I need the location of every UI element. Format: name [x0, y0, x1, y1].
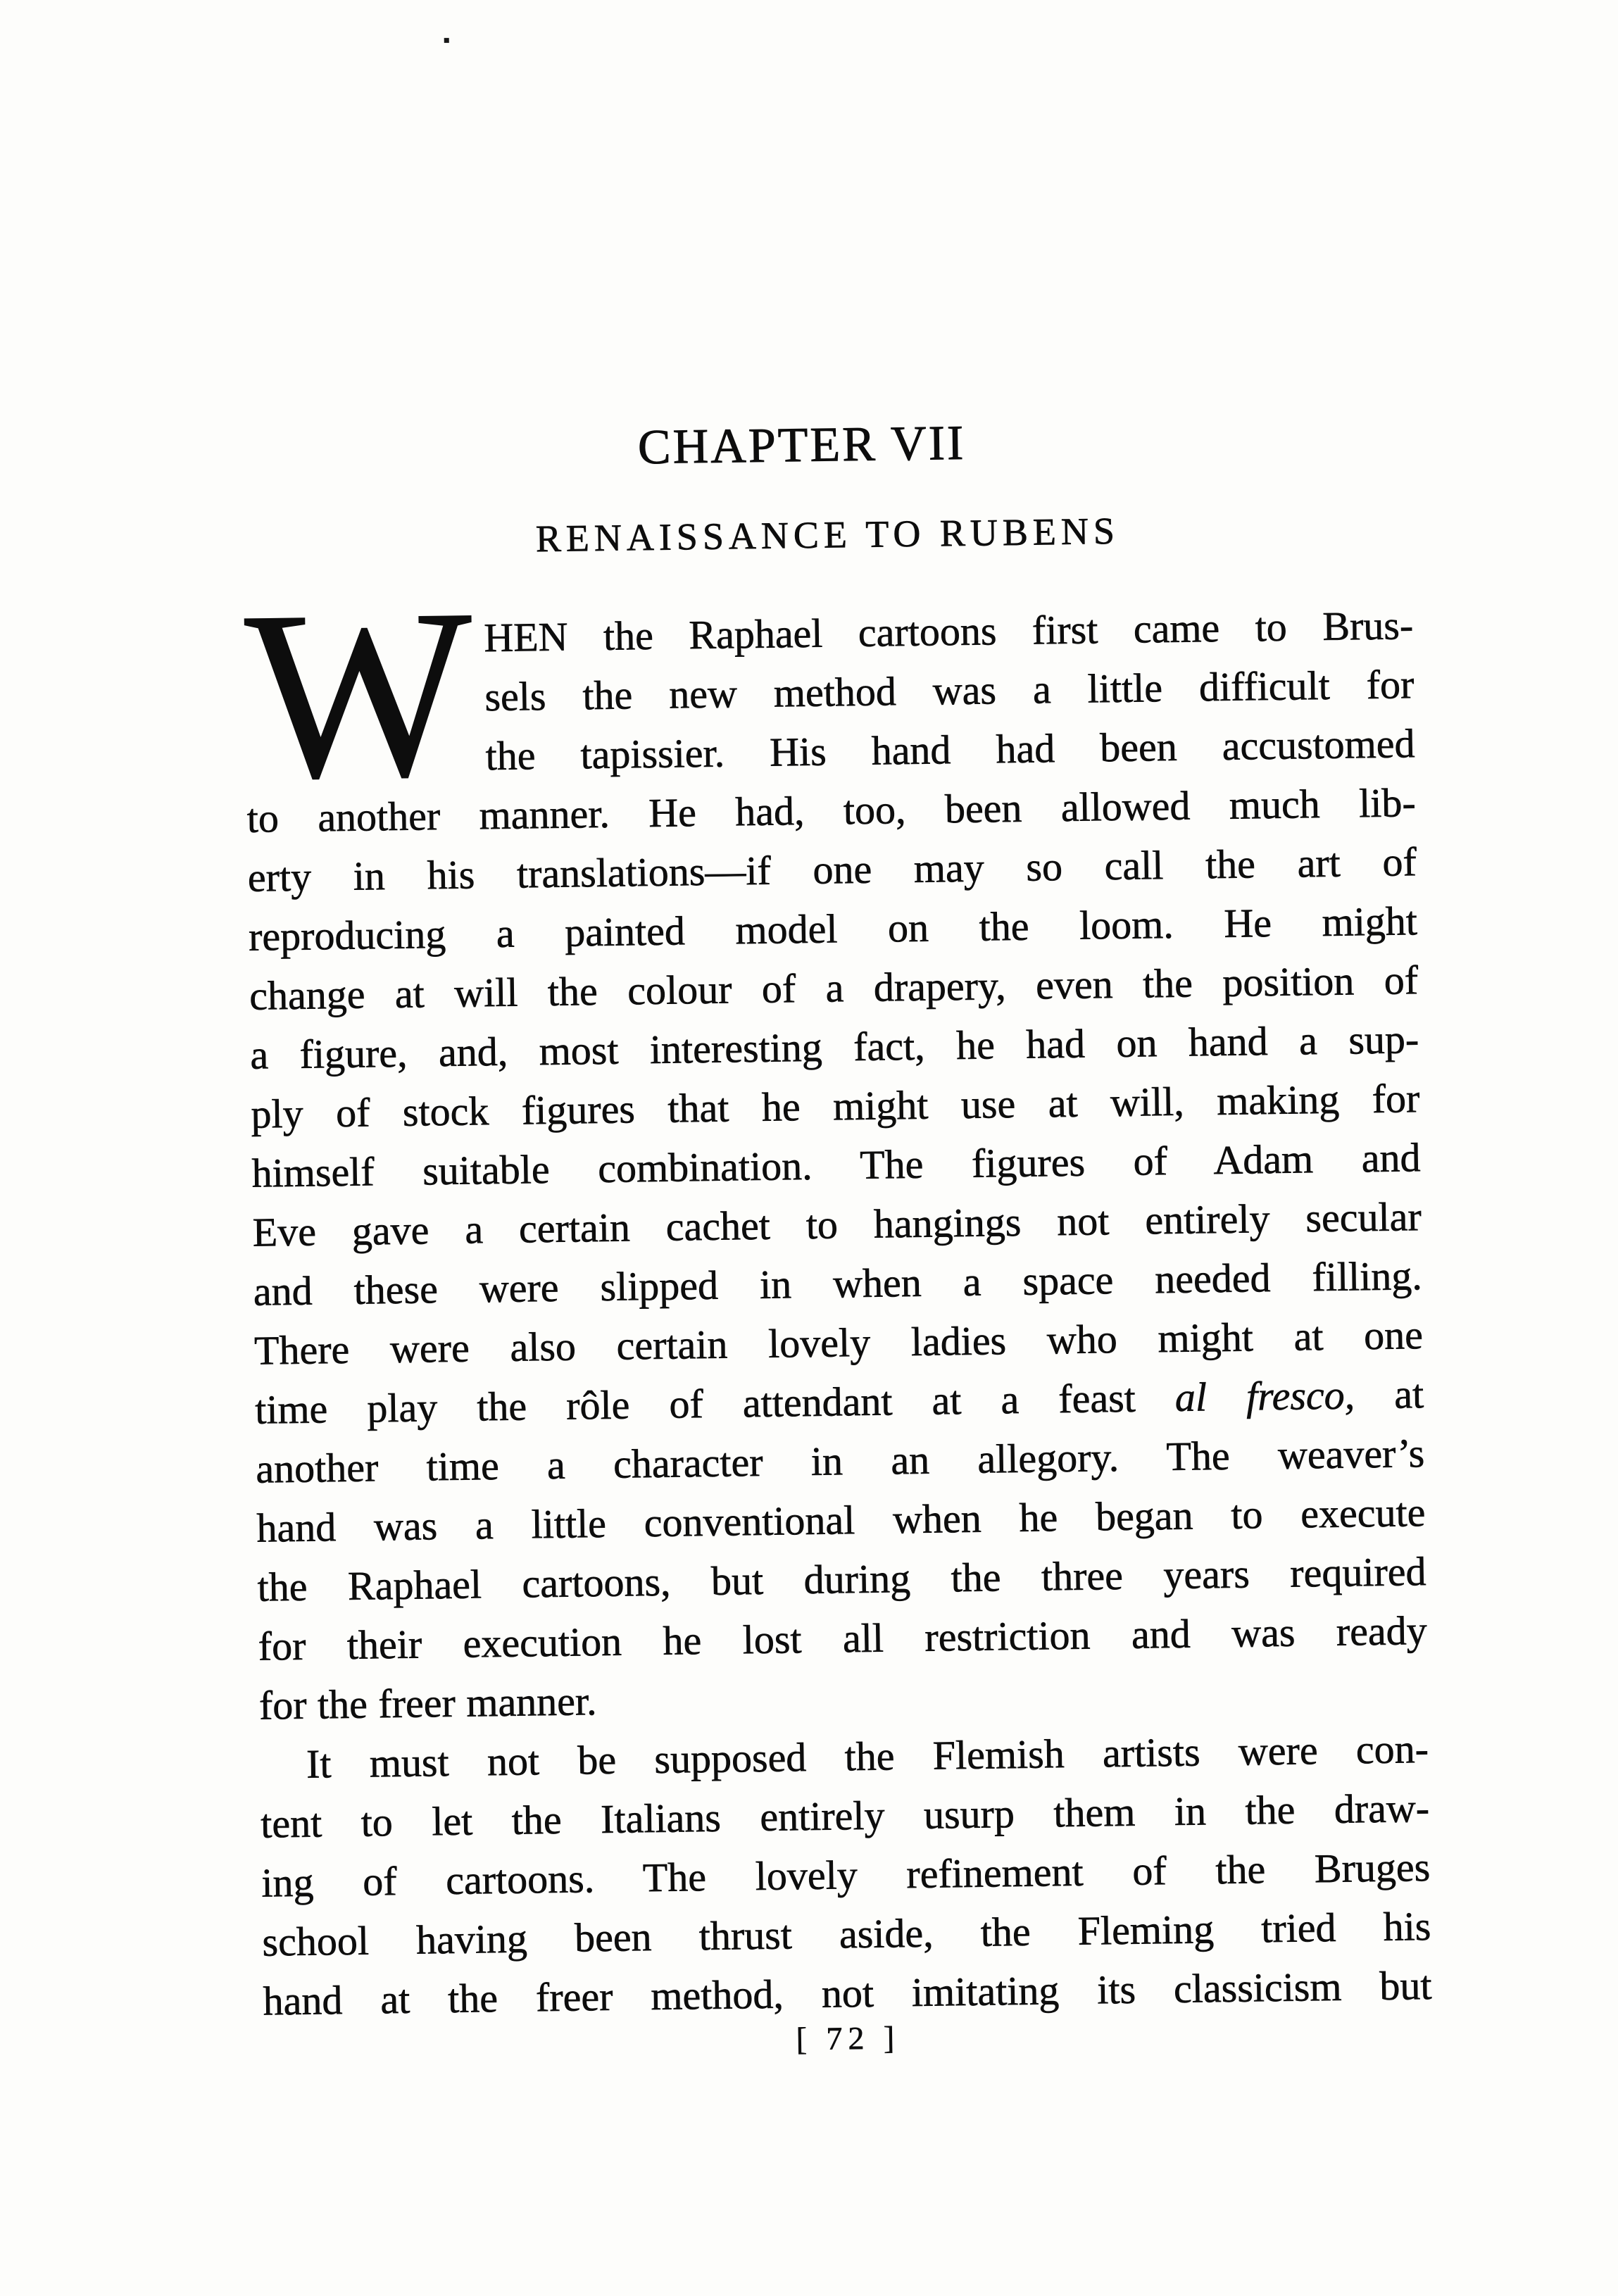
text-line: change at will the colour of a drapery, even the position of — [249, 957, 1419, 1019]
ink-speck — [444, 38, 449, 43]
paragraph-end-line: for the freer manner. — [258, 1678, 597, 1729]
text-line: hand was a little conventional when he began to execute — [256, 1489, 1426, 1551]
text-line: Eve gave a certain cachet to hangings not entirely secular — [252, 1193, 1422, 1255]
text-line: for their execution he lost all restriction and was ready — [258, 1607, 1428, 1669]
section-subtitle: RENAISSANCE TO RUBENS — [535, 509, 1120, 560]
text-line: and these were slipped in when a space needed filling. — [253, 1253, 1423, 1315]
text-line: hand at the freer method, not imitating its classicism but — [263, 1962, 1432, 2024]
text-segment: at — [1354, 1371, 1424, 1418]
text-line: erty in his translations—if one may so call the art of — [247, 839, 1417, 901]
text-line: HEN the Raphael cartoons first came to Brus- — [483, 602, 1414, 661]
page-number: [ 72 ] — [796, 2019, 901, 2057]
chapter-title: CHAPTER VII — [637, 415, 966, 475]
text-line: ply of stock figures that he might use at will, making for — [251, 1075, 1420, 1137]
text-line: the Raphael cartoons, but during the three years required — [257, 1548, 1426, 1610]
text-line: There were also certain lovely ladies who might at one — [253, 1312, 1424, 1374]
italic-phrase: al fresco, — [1174, 1372, 1355, 1420]
paragraph-start-line: It must not be supposed the Flemish artists were con- — [306, 1726, 1429, 1787]
text-line: another time a character in an allegory. The weaver’s — [255, 1430, 1425, 1492]
text-line: reproducing a painted model on the loom. He might — [248, 898, 1418, 960]
text-line: sels the new method was a little difficult for — [484, 661, 1415, 720]
text-line: tent to let the Italians entirely usurp them in the draw- — [260, 1785, 1430, 1847]
text-line: himself suitable combination. The figures of Adam and — [251, 1134, 1421, 1196]
text-line: the tapissier. His hand had been accustomed — [485, 720, 1415, 779]
text-line: school having been thrust aside, the Fleming tried his — [262, 1903, 1431, 1965]
body-text — [243, 558, 1432, 2031]
drop-cap: W — [243, 558, 475, 829]
text-segment: time play the rôle of attendant at a feast — [254, 1374, 1176, 1433]
text-line: ing of cartoons. The lovely refinement of the Bruges — [261, 1844, 1431, 1906]
text-line: a figure, and, most interesting fact, he had on hand a sup- — [249, 1016, 1419, 1078]
text-line: to another manner. He had, too, been allowed much lib- — [246, 779, 1417, 841]
